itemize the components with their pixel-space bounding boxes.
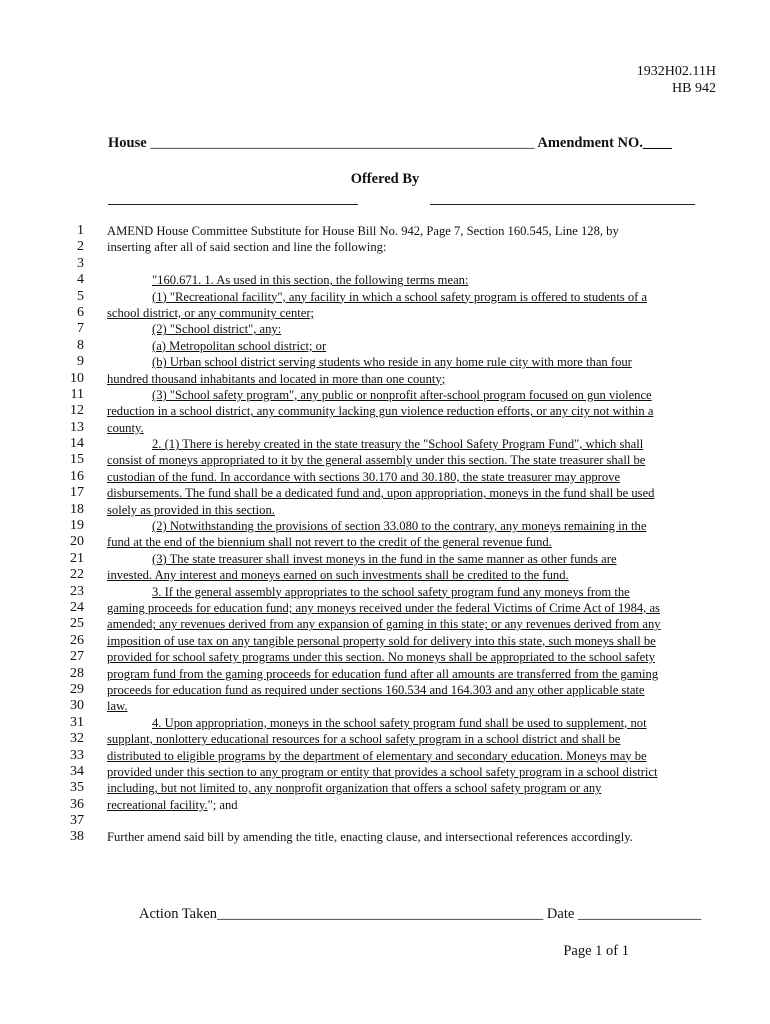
line-text [152, 321, 717, 337]
line-number: 23 [70, 583, 84, 599]
line-text [107, 305, 717, 321]
action-taken-label: Action Taken [139, 906, 218, 922]
numbered-line [0, 748, 770, 764]
numbered-line [0, 403, 770, 419]
line-text [152, 338, 717, 354]
line-number: 36 [70, 796, 84, 812]
inserted-text: 2. (1) There is hereby created in the state treasury the "School Safety Program Fund", which shall [152, 437, 644, 452]
line-number: 38 [70, 829, 84, 845]
line-text [152, 518, 717, 534]
numbered-line [0, 289, 770, 305]
numbered-line [0, 829, 770, 845]
line-number: 7 [77, 321, 84, 337]
line-text [107, 534, 717, 550]
line-number: 21 [70, 550, 84, 566]
numbered-line [0, 649, 770, 665]
inserted-text: custodian of the fund. In accordance with sections 30.170 and 30.180, the state treasurer may approve [107, 469, 621, 484]
line-text [152, 715, 717, 731]
line-text [107, 567, 717, 583]
line-text [107, 780, 717, 796]
inserted-text: (3) "School safety program", any public or nonprofit after-school program focused on gun violence [152, 387, 652, 402]
line-text [152, 551, 717, 567]
line-number: 19 [70, 518, 84, 534]
offered-by-label: Offered By [350, 171, 420, 187]
numbered-line [0, 338, 770, 354]
line-number: 26 [70, 632, 84, 648]
line-text [107, 829, 717, 845]
line-number: 35 [70, 780, 84, 796]
line-number: 4 [77, 272, 84, 288]
inserted-text: law. [107, 699, 128, 714]
numbered-line [0, 239, 770, 255]
line-text [107, 698, 717, 714]
line-number: 32 [70, 731, 84, 747]
inserted-text: county. [107, 420, 144, 435]
inserted-text: solely as provided in this section. [107, 502, 275, 517]
line-number: 33 [70, 747, 84, 763]
numbered-line [0, 256, 770, 272]
line-text [107, 666, 717, 682]
inserted-text: (b) Urban school district serving students who reside in any home rule city with more than four [152, 355, 632, 370]
inserted-text: (1) "Recreational facility", any facility in which a school safety program is offered to students of a [152, 289, 648, 304]
numbered-line [0, 813, 770, 829]
line-text [107, 731, 717, 747]
numbered-line [0, 534, 770, 550]
inserted-text: imposition of use tax on any tangible personal property sold for delivery into this state, such moneys shall be [107, 633, 656, 648]
inserted-text: (2) Notwithstanding the provisions of section 33.080 to the contrary, any moneys remaining in the [152, 519, 647, 534]
inserted-text: consist of moneys appropriated to it by the general assembly under this section. The state treasurer shall be [107, 453, 646, 468]
house-blank: _____________________________________________________ [150, 135, 535, 151]
line-number: 9 [77, 354, 84, 370]
line-text [107, 485, 717, 501]
line-number: 16 [70, 468, 84, 484]
numbered-line [0, 682, 770, 698]
inserted-text: hundred thousand inhabitants and located in more than one county; [107, 371, 446, 386]
inserted-text: 4. Upon appropriation, moneys in the school safety program fund shall be used to supplement, not [152, 715, 647, 730]
line-number: 25 [70, 616, 84, 632]
numbered-line [0, 420, 770, 436]
numbered-line [0, 452, 770, 468]
line-number: 2 [77, 239, 84, 255]
line-number: 3 [77, 255, 84, 271]
action-taken-blank: _____________________________________________ [217, 906, 544, 922]
numbered-line [0, 305, 770, 321]
numbered-line [0, 518, 770, 534]
numbered-line [0, 321, 770, 337]
line-content: AMEND House Committee Substitute for House Bill No. 942, Page 7, Section 160.545, Line 128, by [107, 224, 619, 238]
numbered-line [0, 502, 770, 518]
line-number: 20 [70, 534, 84, 550]
line-text [107, 764, 717, 780]
date-blank: _________________ [577, 906, 702, 922]
numbered-line [0, 469, 770, 485]
inserted-text: supplant, nonlottery educational resources for a school safety program in a school district and shall be [107, 732, 621, 747]
line-text [107, 797, 717, 813]
offered-by-signature-line-left [108, 204, 358, 205]
line-number: 24 [70, 599, 84, 615]
line-text [152, 584, 717, 600]
numbered-line [0, 715, 770, 731]
line-number: 28 [70, 665, 84, 681]
numbered-line [0, 584, 770, 600]
line-text [107, 420, 717, 436]
house-label: House [108, 135, 147, 151]
line-number: 13 [70, 419, 84, 435]
bill-number: HB 942 [672, 81, 716, 96]
numbered-line [0, 223, 770, 239]
amendment-body [0, 223, 770, 846]
inserted-text: provided for school safety programs under this section. No moneys shall be appropriated to the school safety [107, 650, 656, 665]
numbered-line [0, 698, 770, 714]
inserted-text: (3) The state treasurer shall invest moneys in the fund in the same manner as other funds are [152, 551, 617, 566]
inserted-text: fund at the end of the biennium shall not revert to the credit of the general revenue fund. [107, 535, 552, 550]
inserted-text: recreational facility. [107, 797, 208, 812]
numbered-line [0, 551, 770, 567]
inserted-text: program fund from the gaming proceeds for education fund after all amounts are transferred from the gaming [107, 666, 659, 681]
line-number: 5 [77, 288, 84, 304]
inserted-text: (a) Metropolitan school district; or [152, 338, 327, 353]
amendment-number-label: Amendment NO.____ [537, 135, 672, 151]
line-number: 22 [70, 567, 84, 583]
line-text [107, 600, 717, 616]
offered-by-signature-line-right [430, 204, 695, 205]
line-number: 1 [77, 223, 84, 238]
page-number: Page 1 of 1 [563, 943, 629, 959]
inserted-text: (2) "School district", any: [152, 322, 282, 337]
line-text [107, 223, 717, 239]
numbered-line [0, 387, 770, 403]
line-number: 18 [70, 501, 84, 517]
line-text [107, 502, 717, 518]
line-content: inserting after all of said section and line the following: [107, 240, 387, 255]
numbered-line [0, 436, 770, 452]
numbered-line [0, 764, 770, 780]
line-text [107, 616, 717, 632]
numbered-line [0, 485, 770, 501]
numbered-line [0, 666, 770, 682]
doc-number: 1932H02.11H [636, 64, 716, 79]
date-label: Date [546, 906, 575, 922]
line-content: Further amend said bill by amending the title, enacting clause, and intersectional references accordingly. [107, 830, 633, 845]
numbered-line [0, 731, 770, 747]
line-text [152, 354, 717, 370]
line-number: 15 [70, 452, 84, 468]
action-taken-line [139, 906, 719, 923]
line-number: 8 [77, 337, 84, 353]
line-text [107, 469, 717, 485]
inserted-text: gaming proceeds for education fund; any moneys received under the federal Victims of Crime Act of 1984, as [107, 600, 660, 615]
inserted-text: school district, or any community center; [107, 305, 315, 320]
line-text [152, 436, 717, 452]
inserted-text: 3. If the general assembly appropriates to the school safety program fund any moneys from the [152, 584, 630, 599]
line-number: 34 [70, 763, 84, 779]
inserted-text: reduction in a school district, any community lacking gun violence reduction efforts, or any city not within a [107, 404, 654, 419]
numbered-line [0, 600, 770, 616]
line-text [107, 633, 717, 649]
line-text [107, 682, 717, 698]
line-number: 10 [70, 370, 84, 386]
line-text [107, 239, 717, 255]
numbered-line [0, 371, 770, 387]
line-text [152, 272, 717, 288]
line-text [152, 289, 717, 305]
line-text [152, 387, 717, 403]
line-text [107, 403, 717, 419]
inserted-text: disbursements. The fund shall be a dedicated fund and, upon appropriation, moneys in the fund shall be used [107, 486, 655, 501]
inserted-text: proceeds for education fund as required under sections 160.534 and 164.303 and any other applicable state [107, 682, 645, 697]
line-number: 12 [70, 403, 84, 419]
line-text [107, 649, 717, 665]
line-text [107, 748, 717, 764]
line-number: 27 [70, 649, 84, 665]
line-number: 6 [77, 304, 84, 320]
line-number: 37 [70, 813, 84, 829]
inserted-text: amended; any revenues derived from any expansion of gaming in this state; or any revenues derived from any [107, 617, 661, 632]
line-number: 14 [70, 436, 84, 452]
numbered-line [0, 797, 770, 813]
amendment-header-line [108, 135, 713, 152]
line-number: 30 [70, 698, 84, 714]
numbered-line [0, 567, 770, 583]
line-number: 17 [70, 485, 84, 501]
inserted-text: distributed to eligible programs by the department of elementary and secondary education. Moneys may be [107, 748, 647, 763]
numbered-line [0, 272, 770, 288]
line-number: 29 [70, 681, 84, 697]
inserted-text: invested. Any interest and moneys earned on such investments shall be credited to the fund. [107, 568, 569, 583]
line-number: 11 [70, 386, 84, 402]
line-suffix: "; and [207, 797, 238, 812]
line-number: 31 [70, 714, 84, 730]
inserted-text: provided under this section to any program or entity that provides a school safety program in a school district [107, 764, 658, 779]
document-id-block [637, 63, 716, 97]
numbered-line [0, 354, 770, 370]
inserted-text: "160.671. 1. As used in this section, the following terms mean: [152, 273, 469, 288]
numbered-line [0, 633, 770, 649]
line-text [107, 452, 717, 468]
numbered-line [0, 780, 770, 796]
line-text [107, 371, 717, 387]
numbered-line [0, 616, 770, 632]
inserted-text: including, but not limited to, any nonprofit organization that offers a school safety program or any [107, 781, 602, 796]
